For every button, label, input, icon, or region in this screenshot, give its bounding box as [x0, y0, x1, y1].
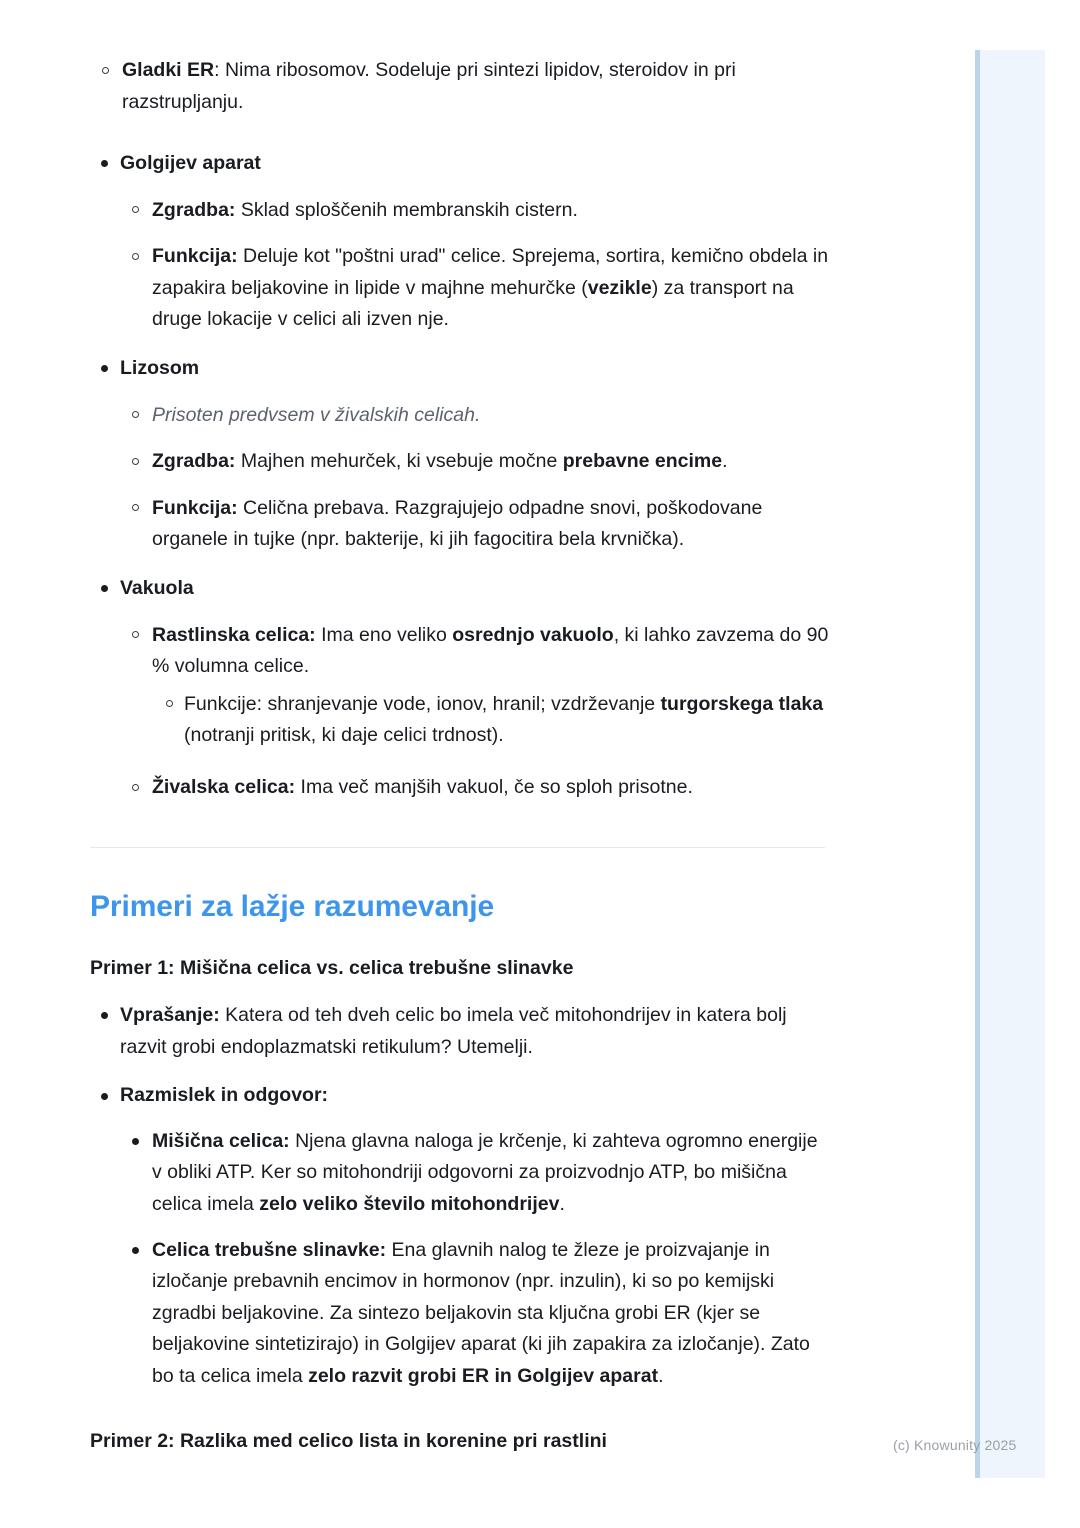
muscle-cell-bold-inline: zelo veliko število mitohondrijev	[259, 1193, 560, 1216]
examples-section-title: Primeri za lažje razumevanje	[90, 890, 495, 924]
disc-bullet-icon	[101, 1093, 108, 1100]
plant-cell-functions-list	[152, 689, 830, 752]
plant-cell-text-after: , ki lahko zavzema do 90 % volumna celice.	[152, 623, 829, 678]
list-item-lysosome-note	[120, 400, 830, 432]
list-item-golgi-function	[120, 241, 830, 336]
hollow-bullet-icon	[132, 411, 139, 418]
vacuole-sublist	[120, 620, 830, 804]
list-item-muscle-cell	[120, 1126, 830, 1221]
golgi-heading: Golgijev aparat	[120, 152, 261, 175]
question-term: Vprašanje:	[120, 1004, 220, 1027]
lysosome-sublist	[120, 400, 830, 556]
hollow-bullet-icon	[102, 67, 109, 74]
list-item-vacuole	[90, 573, 830, 803]
plant-cell-functions-text-after: (notranji pritisk, ki daje celici trdnost).	[184, 724, 504, 747]
disc-bullet-icon	[101, 585, 108, 592]
muscle-cell-text-after: .	[559, 1193, 565, 1216]
section-divider	[90, 847, 825, 848]
hollow-bullet-icon	[132, 458, 139, 465]
golgi-function-term: Funkcija:	[152, 245, 238, 268]
hollow-bullet-icon	[132, 504, 139, 511]
disc-bullet-icon	[101, 160, 108, 167]
golgi-function-text-before: Deluje kot "poštni urad" celice. Sprejema, sortira, kemično obdela in zapakira beljakovine in lipide v majhne mehurčke (	[152, 245, 829, 299]
list-item-answer	[90, 1080, 830, 1392]
smooth-er-separator: :	[214, 59, 225, 81]
vacuole-heading: Vakuola	[120, 576, 194, 599]
list-item-animal-cell	[120, 772, 830, 804]
smooth-er-term: Gladki ER	[122, 59, 215, 81]
muscle-cell-text-before: Njena glavna naloga je krčenje, ki zahteva ogromno energije v obliki ATP. Ker so mitohondriji odgovorni za proizvodnjo ATP, bo mišična celica imela	[152, 1129, 818, 1216]
plant-cell-term: Rastlinska celica:	[152, 623, 316, 646]
lysosome-function-text: Celična prebava. Razgrajujejo odpadne snovi, poškodovane organele in tujke (npr. bakterije, ki jih fagocitira bela krvnička).	[152, 496, 763, 551]
lysosome-structure-term: Zgradba:	[152, 450, 236, 473]
hollow-bullet-icon	[132, 784, 139, 791]
animal-cell-text: Ima več manjših vakuol, če so sploh prisotne.	[295, 775, 693, 798]
list-item-lysosome-function	[120, 493, 830, 556]
er-sublist	[90, 55, 830, 118]
list-item-pancreas-cell	[120, 1235, 830, 1393]
disc-bullet-icon	[132, 1247, 139, 1254]
list-item-lysosome	[90, 353, 830, 556]
answer-heading: Razmislek in odgovor:	[120, 1084, 329, 1107]
question-text: Katera od teh dveh celic bo imela več mitohondrijev in katera bolj razvit grobi endoplazmatski retikulum? Utemelji.	[120, 1004, 787, 1058]
disc-bullet-icon	[101, 1012, 108, 1019]
hollow-bullet-icon	[132, 253, 139, 260]
example-2-title: Primer 2: Razlika med celico lista in korenine pri rastlini	[90, 1429, 607, 1452]
plant-cell-functions-bold-inline: turgorskega tlaka	[660, 692, 824, 715]
example-1-list	[90, 1000, 830, 1392]
plant-cell-text-before: Ima eno veliko	[315, 623, 453, 646]
list-item-smooth-er	[90, 55, 830, 118]
hollow-bullet-icon	[132, 206, 139, 213]
golgi-structure-text: Sklad sploščenih membranskih cistern.	[235, 198, 578, 221]
list-item-golgi-structure	[120, 195, 830, 227]
list-item-plant-cell	[120, 620, 830, 752]
lysosome-list	[90, 353, 830, 556]
example-1-title: Primer 1: Mišična celica vs. celica trebušne slinavke	[90, 956, 574, 979]
list-item-golgi	[90, 148, 830, 336]
pancreas-cell-text-after: .	[658, 1364, 664, 1387]
lysosome-note: Prisoten predvsem v živalskih celicah.	[152, 403, 481, 426]
lysosome-structure-text-before: Majhen mehurček, ki vsebuje močne	[235, 450, 563, 473]
list-item-plant-cell-functions	[152, 689, 830, 752]
disc-bullet-icon	[132, 1138, 139, 1145]
lysosome-heading: Lizosom	[120, 357, 200, 380]
list-item-lysosome-structure	[120, 446, 830, 478]
lysosome-function-term: Funkcija:	[152, 496, 238, 519]
golgi-sublist	[120, 195, 830, 336]
pancreas-cell-text-before: Ena glavnih nalog te žleze je proizvajanje in izločanje prebavnih encimov in hormonov (npr. inzulin), ki so po kemijski zgradbi beljakovine. Za sintezo beljakovin sta ključna grobi ER (kjer se beljakovine sintetizirajo) in Golgijev aparat (ki jih zapakira za izločanje). Zato bo ta celica imela	[152, 1238, 810, 1387]
golgi-function-text-after: ) za transport na druge lokacije v celici ali izven nje.	[152, 276, 794, 331]
note-content	[90, 55, 830, 1456]
pancreas-cell-term: Celica trebušne slinavke:	[152, 1238, 387, 1261]
golgi-function-bold-inline: vezikle	[587, 276, 652, 299]
plant-cell-functions-text-before: Funkcije: shranjevanje vode, ionov, hranil; vzdrževanje	[184, 692, 661, 715]
smooth-er-text: Nima ribosomov. Sodeluje pri sintezi lipidov, steroidov in pri razstrupljanju.	[122, 59, 736, 113]
hollow-bullet-icon	[166, 700, 173, 707]
disc-bullet-icon	[101, 365, 108, 372]
answer-sublist	[120, 1126, 830, 1393]
list-item-question	[90, 1000, 830, 1063]
lysosome-structure-bold-inline: prebavne encime	[562, 450, 723, 473]
lysosome-structure-text-after: .	[722, 450, 728, 473]
golgi-structure-term: Zgradba:	[152, 198, 236, 221]
muscle-cell-term: Mišična celica:	[152, 1129, 290, 1152]
pancreas-cell-bold-inline: zelo razvit grobi ER in Golgijev aparat	[308, 1364, 659, 1387]
plant-cell-bold-inline: osrednjo vakuolo	[452, 623, 614, 646]
copyright-watermark: (c) Knowunity 2025	[893, 1437, 1017, 1453]
vacuole-list	[90, 573, 830, 803]
animal-cell-term: Živalska celica:	[152, 775, 296, 798]
hollow-bullet-icon	[132, 631, 139, 638]
golgi-list	[90, 148, 830, 336]
